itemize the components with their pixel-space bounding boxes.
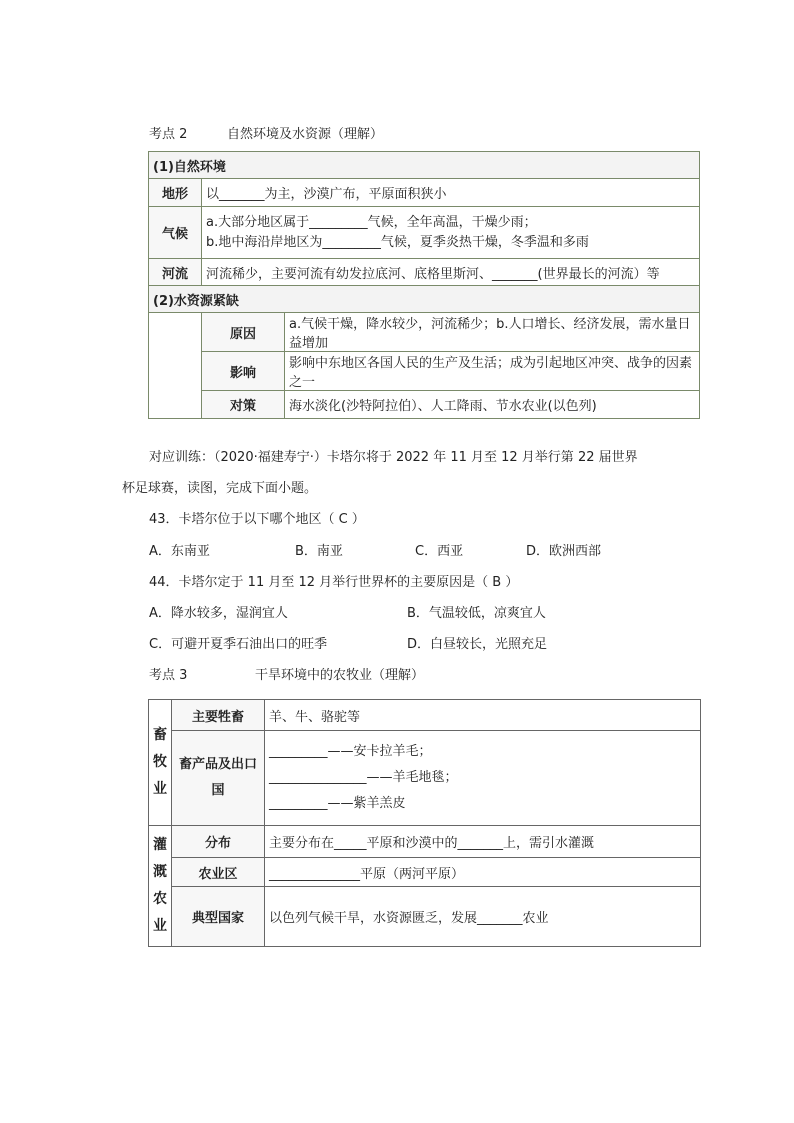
row-label: 河流 (149, 259, 202, 286)
table-row (149, 352, 700, 391)
row-label: 畜产品及出口国 (172, 731, 265, 826)
row-content: 以_______为主，沙漠广布，平原面积狭小 (202, 179, 700, 207)
q44-option-a: A．降水较多，湿润宜人 (149, 606, 288, 621)
row-label: 分布 (172, 826, 265, 858)
section-number: 考点 2 (149, 127, 188, 142)
table-row (149, 391, 700, 419)
question-44: 44．卡塔尔定于 11 月至 12 月举行世界杯的主要原因是（ B ） (149, 575, 519, 590)
section-heading-3 (149, 664, 424, 683)
row-content: 羊、牛、骆驼等 (265, 700, 701, 731)
q43-option-b: B．南亚 (295, 544, 343, 559)
row-label: 典型国家 (172, 887, 265, 947)
row-label: 农业区 (172, 858, 265, 887)
natural-environment-table (148, 151, 700, 419)
table-row (149, 207, 700, 259)
row-content: 影响中东地区各国人民的生产及生活；成为引起地区冲突、战争的因素之一 (285, 352, 700, 391)
section-title: 干旱环境中的农牧业（理解） (255, 668, 425, 683)
row-content: 河流稀少，主要河流有幼发拉底河、底格里斯河、_______(世界最长的河流）等 (202, 259, 700, 286)
content-line: a.大部分地区属于_________气候，全年高温，干燥少雨； (206, 214, 537, 230)
row-content (265, 731, 701, 826)
content-line: _______________——羊毛地毯； (269, 770, 458, 785)
row-content (202, 207, 700, 259)
table-row (149, 858, 701, 887)
group-label-irrigated-farming: 灌 溉 农 业 (149, 826, 172, 947)
row-content: 海水淡化(沙特阿拉伯）、人工降雨、节水农业(以色列) (285, 391, 700, 419)
table-row (149, 887, 701, 947)
q43-option-a: A．东南亚 (149, 544, 210, 559)
agriculture-table (148, 699, 701, 947)
natural-header: (1)自然环境 (149, 152, 700, 179)
group-label-animal-husbandry: 畜 牧 业 (149, 700, 172, 826)
table-row (149, 259, 700, 286)
section-number: 考点 3 (149, 668, 188, 683)
row-content: ______________平原（两河平原） (265, 858, 701, 887)
water-header: (2)水资源紧缺 (149, 286, 700, 313)
row-content: a.气候干燥，降水较少，河流稀少；b.人口增长、经济发展，需水量日益增加 (285, 313, 700, 352)
content-line: b.地中海沿岸地区为_________气候，夏季炎热干燥，冬季温和多雨 (206, 234, 589, 250)
q44-option-d: D．白昼较长，光照充足 (407, 637, 548, 652)
content-line: _________——紫羊羔皮 (269, 796, 406, 811)
row-label: 原因 (202, 313, 285, 352)
question-43: 43．卡塔尔位于以下哪个地区（ C ） (149, 512, 365, 527)
table-row (149, 313, 700, 352)
row-label: 对策 (202, 391, 285, 419)
row-label: 主要牲畜 (172, 700, 265, 731)
section-title: 自然环境及水资源（理解） (227, 127, 384, 142)
q44-option-c: C．可避开夏季石油出口的旺季 (149, 637, 328, 652)
content-line: _________——安卡拉羊毛； (269, 744, 432, 759)
table-row (149, 731, 701, 826)
section-heading-2 (149, 123, 383, 142)
q44-option-b: B．气温较低，凉爽宜人 (407, 606, 546, 621)
row-label: 地形 (149, 179, 202, 207)
row-label: 影响 (202, 352, 285, 391)
row-label: 气候 (149, 207, 202, 259)
exercise-intro-line2: 杯足球赛，读图，完成下面小题。 (122, 481, 318, 496)
q43-option-d: D．欧洲西部 (526, 544, 602, 559)
exercise-intro-line1: 对应训练：（2020·福建寿宁·）卡塔尔将于 2022 年 11 月至 12 月举行第 22 届世界 (149, 450, 638, 465)
row-content: 主要分布在_____平原和沙漠中的_______上，需引水灌溉 (265, 826, 701, 858)
row-content: 以色列气候干旱，水资源匮乏，发展_______农业 (265, 887, 701, 947)
table-row (149, 826, 701, 858)
table-row (149, 700, 701, 731)
q43-option-c: C．西亚 (415, 544, 464, 559)
table-row (149, 179, 700, 207)
